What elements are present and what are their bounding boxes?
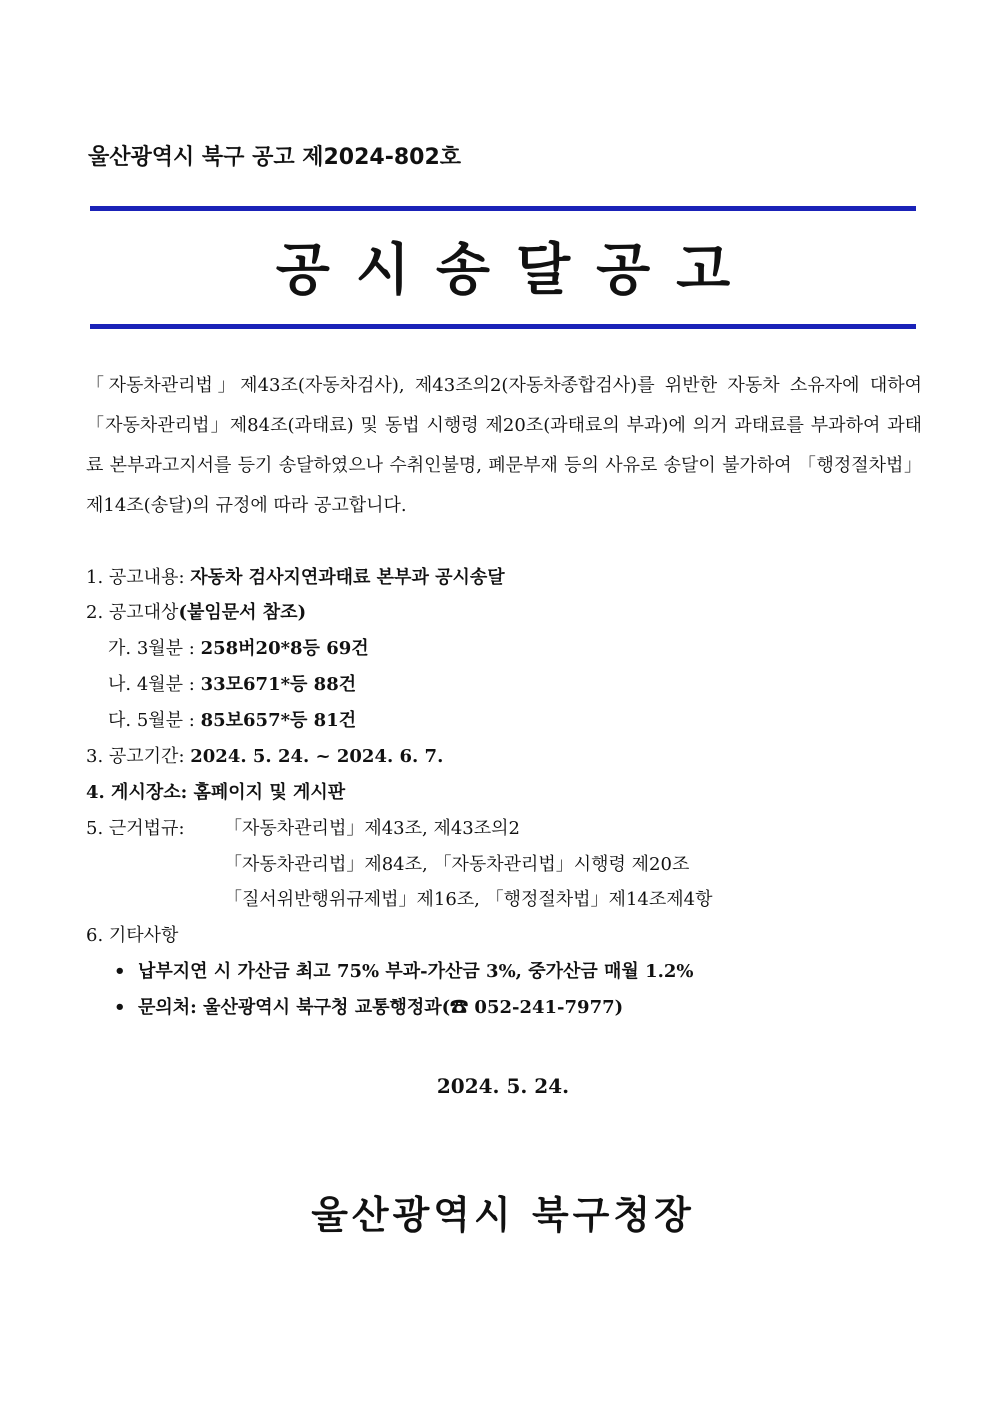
notice-number: 울산광역시 북구 공고 제2024-802호 bbox=[88, 145, 462, 170]
item-law-line-1: 「자동차관리법」제43조, 제43조의2 bbox=[224, 818, 520, 839]
item-etc-label: 6. 기타사항 bbox=[86, 925, 179, 946]
item-law-line-2: 「자동차관리법」제84조, 「자동차관리법」시행령 제20조 bbox=[224, 854, 690, 875]
item-period bbox=[86, 745, 443, 769]
item-law-label: 5. 근거법규: bbox=[86, 818, 185, 839]
etc-bullet-1-text: 납부지연 시 가산금 최고 75% 부과-가산금 3%, 중가산금 매월 1.2% bbox=[138, 961, 694, 982]
item-period-label: 3. 공고기간: bbox=[86, 746, 185, 767]
title-bottom-rule bbox=[90, 324, 916, 329]
item-target-sub-b bbox=[108, 673, 356, 697]
item-period-value: 2024. 5. 24. ~ 2024. 6. 7. bbox=[190, 746, 444, 767]
item-target bbox=[86, 601, 306, 625]
item-content-label: 1. 공고내용: bbox=[86, 567, 185, 588]
item-content-value: 자동차 검사지연과태료 본부과 공시송달 bbox=[190, 567, 505, 588]
item-target-sub-c bbox=[108, 709, 356, 733]
sub-a-label: 가. 3월분 : bbox=[108, 638, 195, 659]
etc-bullet-2-text: 문의처: 울산광역시 북구청 교통행정과(☎ 052-241-7977) bbox=[138, 997, 624, 1018]
item-place: 4. 게시장소: 홈페이지 및 게시판 bbox=[86, 782, 346, 803]
etc-bullet-1 bbox=[114, 960, 693, 984]
item-law-line-3: 「질서위반행위규제법」제16조, 「행정절차법」제14조제4항 bbox=[224, 889, 713, 910]
item-target-value: (붙임문서 참조) bbox=[178, 602, 307, 623]
sub-b-label: 나. 4월분 : bbox=[108, 674, 195, 695]
sub-c-label: 다. 5월분 : bbox=[108, 710, 195, 731]
sub-a-value: 258버20*8등 69건 bbox=[200, 638, 369, 659]
document-title: 공시송달공고 bbox=[275, 238, 757, 303]
item-target-label: 2. 공고대상 bbox=[86, 602, 179, 623]
notice-date: 2024. 5. 24. bbox=[436, 1074, 570, 1098]
item-content bbox=[86, 566, 505, 590]
sub-b-value: 33모671*등 88건 bbox=[200, 674, 357, 695]
etc-bullet-2 bbox=[114, 996, 623, 1020]
bullet-dot-icon: • bbox=[114, 997, 126, 1018]
signer-name: 울산광역시 북구청장 bbox=[311, 1192, 695, 1237]
item-target-sub-a bbox=[108, 637, 369, 661]
bullet-dot-icon: • bbox=[114, 961, 126, 982]
sub-c-value: 85보657*등 81건 bbox=[200, 710, 357, 731]
intro-paragraph: 「자동차관리법」제43조(자동차검사), 제43조의2(자동차종합검사)를 위반한 자동차 소유자에 대하여 「자동차관리법」제84조(과태료) 및 동법 시행령 제20조(과태료의 부과)에 의거 과태료를 부과하여 과태료 본부과고지서를 등기 송달하였으나 수취인불명, 폐문부재 등의 사유로 송달이 불가하여 「행정절차법」제14조(송달)의 규정에 따라 공고합니다. bbox=[86, 375, 922, 516]
title-top-rule bbox=[90, 206, 916, 211]
